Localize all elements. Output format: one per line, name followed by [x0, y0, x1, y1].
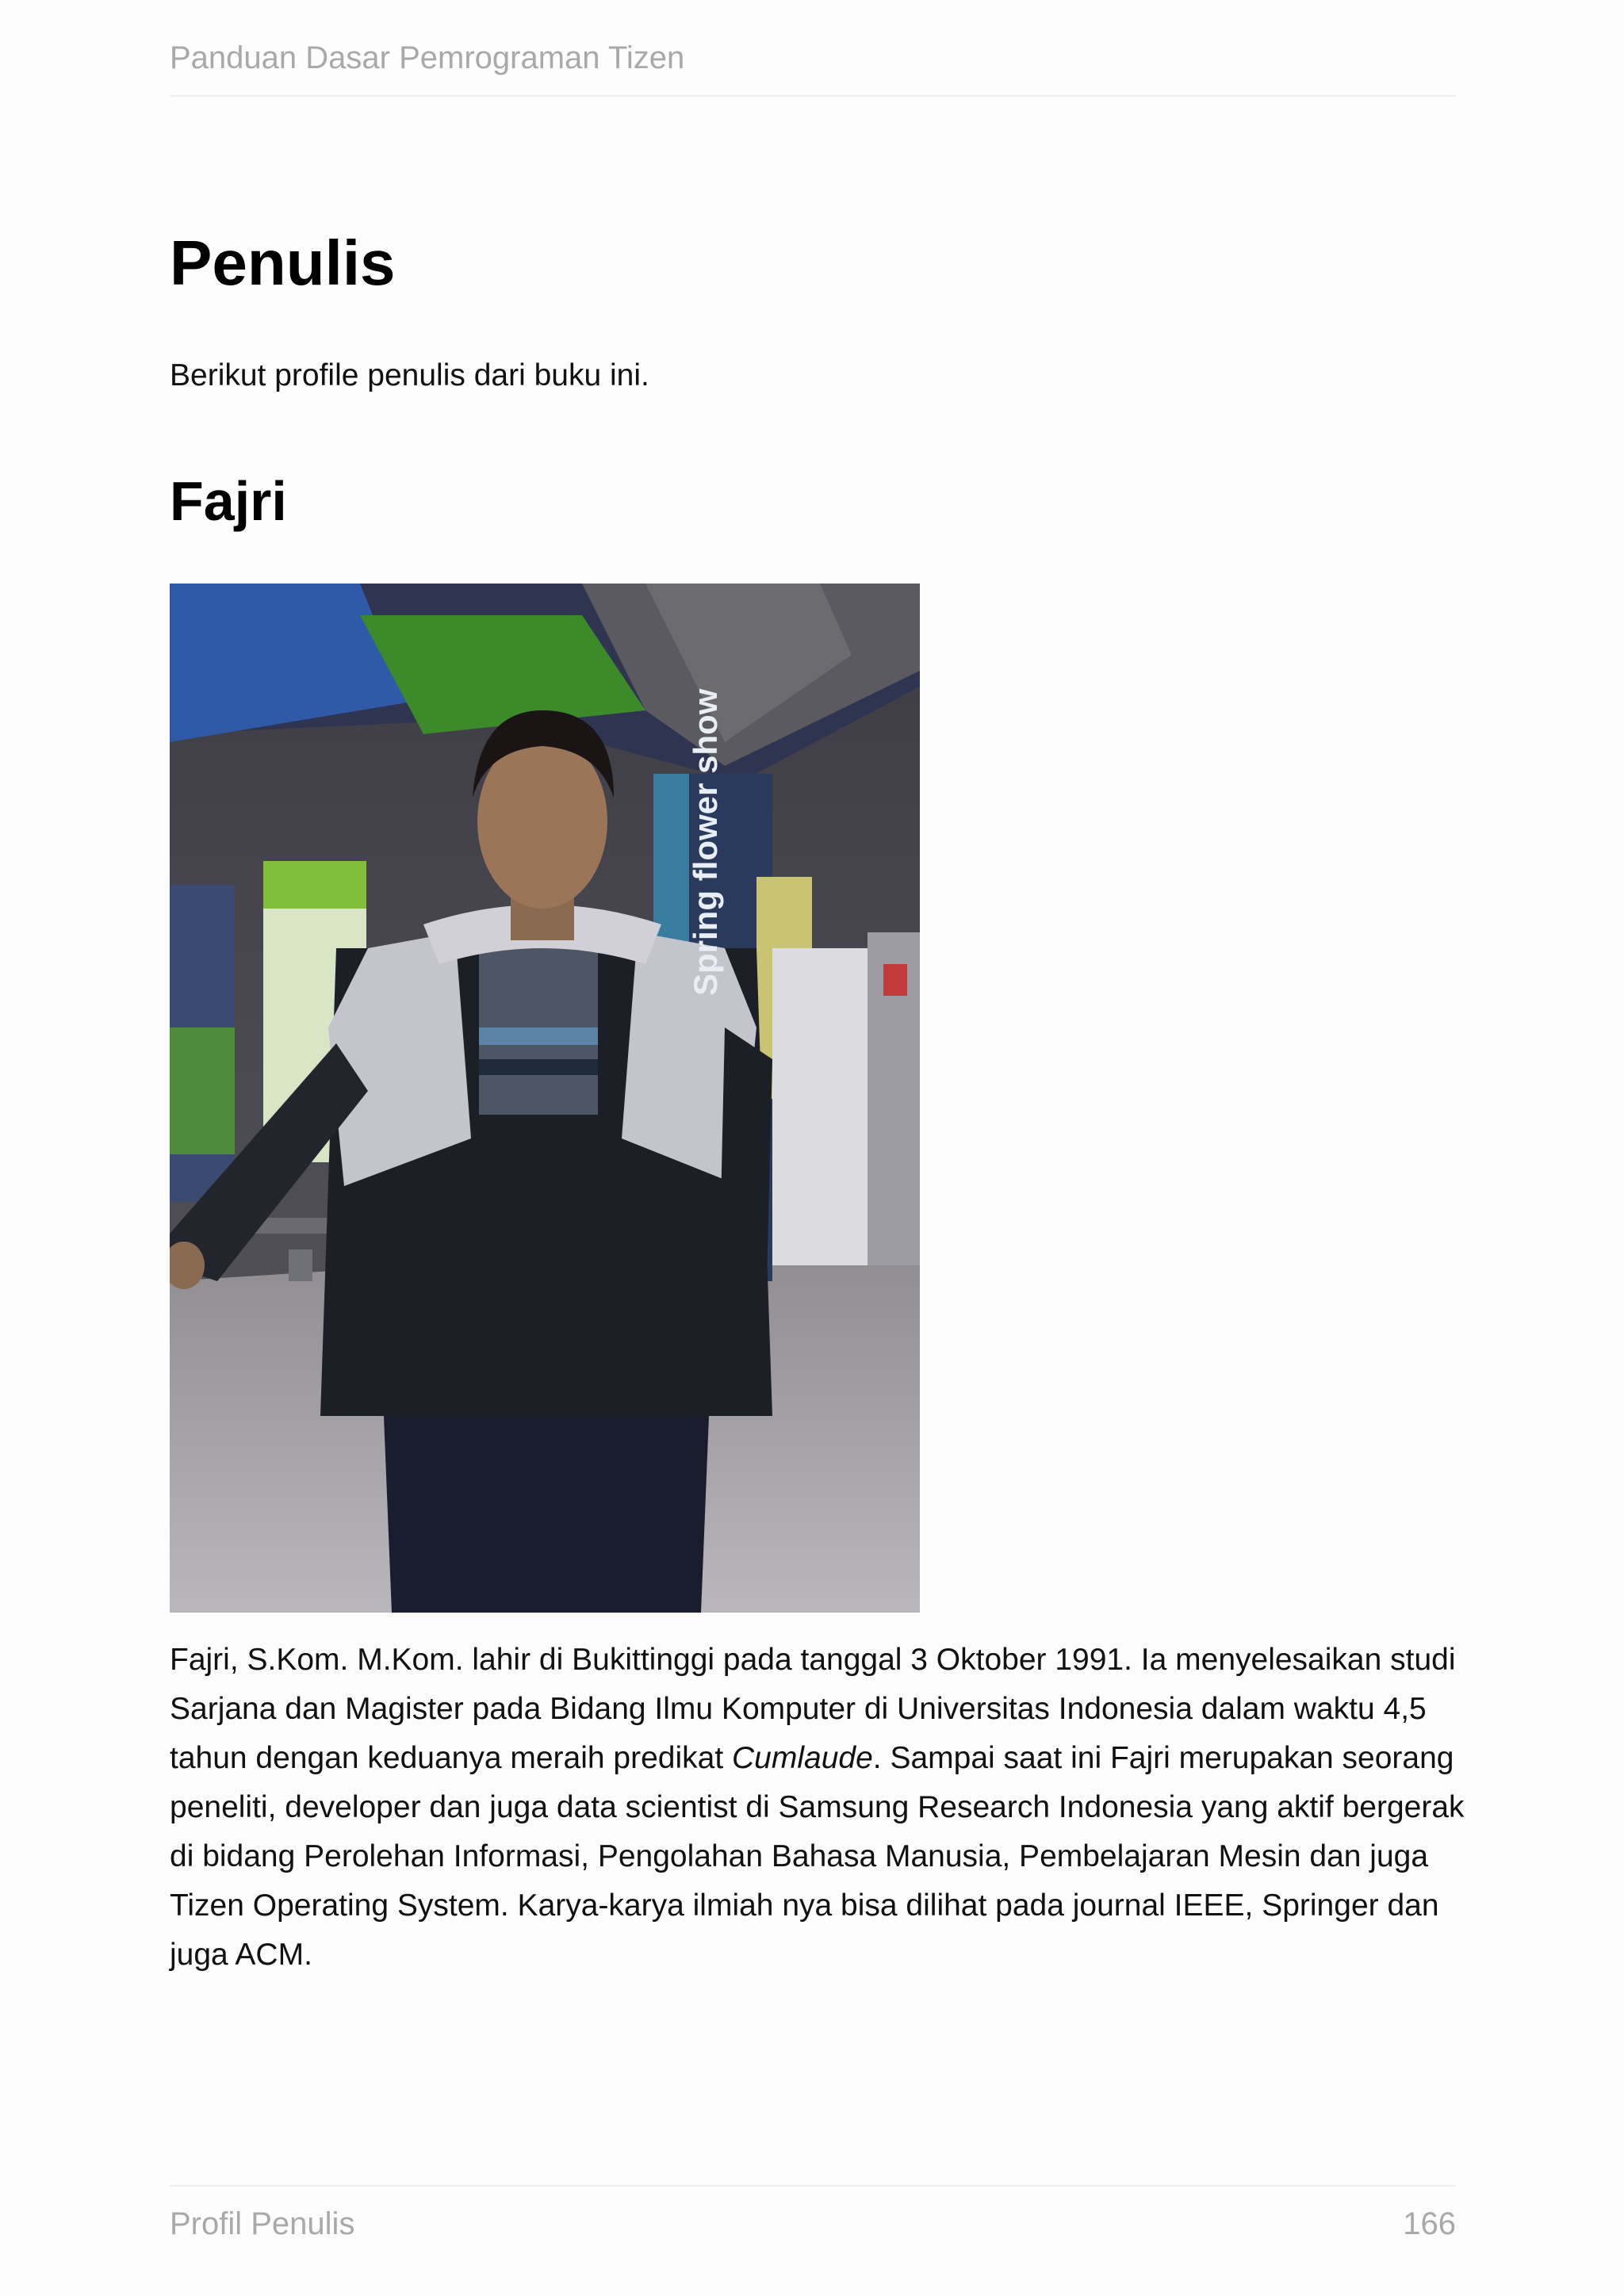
bio-emphasis: Cumlaude — [732, 1741, 873, 1775]
bio-text-part: Fajri, S.Kom. M.Kom. lahir di Bukittinggi pada tanggal 3 Oktober 1991. Ia menyelesaikan studi Sarjana dan Magister pada Bidang Ilmu Komputer di Universitas Indonesia dalam waktu 4,5 tahun dengan keduanya meraih predikat — [170, 1643, 1456, 1775]
bio-text-part: . Sampai saat ini Fajri merupakan seorang peneliti, developer dan juga data scientist di Samsung Research Indonesia yang aktif bergerak di bidang Perolehan Informasi, Pengolahan Bahasa Manusia, Pembelajaran Mesin dan juga Tizen Operating System. Karya-karya ilmiah nya bisa dilihat pada journal IEEE, Springer dan juga ACM. — [170, 1741, 1465, 1972]
book-title: Panduan Dasar Pemrograman Tizen — [170, 40, 685, 75]
running-footer — [170, 2185, 1456, 2244]
chapter-intro: Berikut profile penulis dari buku ini. — [170, 358, 649, 392]
footer-section-name: Profil Penulis — [170, 2206, 355, 2241]
running-header — [170, 38, 1456, 97]
photo-sign-text: Spring flower show — [687, 688, 724, 996]
page-number: 166 — [1403, 2206, 1456, 2241]
author-photo — [170, 584, 920, 1613]
author-bio — [170, 1636, 1470, 1980]
author-name-heading: Fajri — [170, 470, 287, 532]
chapter-title: Penulis — [170, 228, 396, 298]
